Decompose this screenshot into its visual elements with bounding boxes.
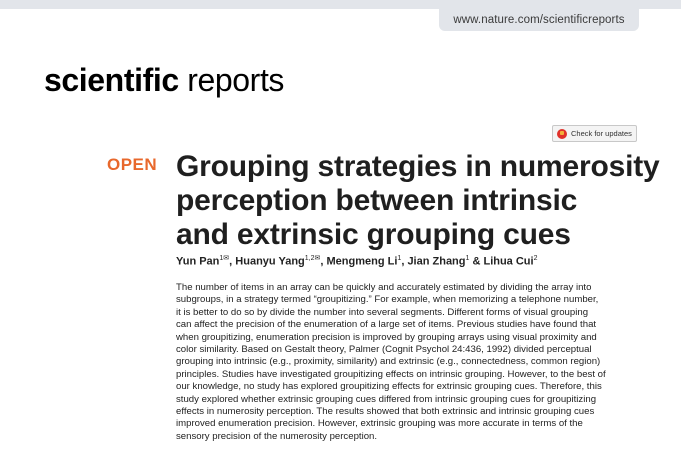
abstract-line: grouping into intrinsic (e.g., proximity, similarity) and extrinsic (e.g., connectedness, common region) bbox=[176, 356, 601, 368]
author-name[interactable]: Yun Pan bbox=[176, 255, 220, 268]
check-for-updates-button[interactable] bbox=[552, 125, 637, 142]
author-name[interactable]: Jian Zhang bbox=[407, 255, 466, 268]
journal-url[interactable]: www.nature.com/scientificreports bbox=[439, 9, 639, 31]
abstract-line: effects in numerosity perception. The results showed that both extrinsic and intrinsic grouping cues bbox=[176, 406, 595, 418]
title-line: Grouping strategies in numerosity bbox=[176, 150, 660, 183]
abstract-line: when groupitizing, enumeration precision is improved by grouping arrays using visual proximity and bbox=[176, 331, 597, 343]
journal-name-bold: scientific bbox=[44, 62, 179, 98]
abstract-line: our knowledge, no study has explored groupitizing effects for extrinsic grouping cues. Therefore, this bbox=[176, 381, 602, 393]
journal-name-light: reports bbox=[187, 62, 285, 98]
abstract-line: can affect the precision of the enumeration of a large set of items. Previous studies have found that bbox=[176, 319, 597, 331]
abstract-line: principles. Studies have investigated groupitizing effects on intrinsic grouping. However, to the best of bbox=[176, 368, 606, 380]
author-separator: & bbox=[469, 255, 484, 268]
open-access-label: OPEN bbox=[107, 155, 158, 174]
author-list bbox=[176, 254, 537, 268]
abstract-line: it is better to do so by divide the number into several segments. Different forms of visual grouping bbox=[176, 306, 589, 318]
author-affiliation: 1 bbox=[465, 255, 470, 262]
abstract bbox=[176, 282, 646, 443]
abstract-line: color similarity. Based on Gestalt theory, Palmer (Cognit Psychol 24:436, 1992) divided perceptual bbox=[176, 344, 592, 356]
author-affiliation: 1✉ bbox=[219, 255, 230, 262]
author-affiliation: 1 bbox=[397, 255, 402, 262]
author-affiliation: 2 bbox=[533, 255, 538, 262]
author-name[interactable]: Mengmeng Li bbox=[326, 255, 398, 268]
journal-logo[interactable] bbox=[44, 62, 284, 98]
abstract-line: improved enumeration precision. However, extrinsic grouping was more accurate in terms of the bbox=[176, 418, 583, 430]
author-separator: , bbox=[229, 255, 236, 268]
abstract-line: The number of items in an array can be quickly and accurately estimated by dividing the array into bbox=[176, 282, 592, 293]
author-name[interactable]: Huanyu Yang bbox=[235, 255, 305, 268]
author-affiliation: 1,2✉ bbox=[304, 255, 321, 262]
title-line: and extrinsic grouping cues bbox=[176, 218, 571, 251]
title-line: perception between intrinsic bbox=[176, 184, 578, 217]
crossmark-icon bbox=[557, 129, 567, 139]
check-for-updates-label: Check for updates bbox=[571, 129, 632, 138]
abstract-line: subgroups, in a strategy termed “groupitizing.” For example, when memorizing a telephone number, bbox=[176, 294, 599, 306]
abstract-line: study explored whether extrinsic grouping cues differed from intrinsic grouping cues for groupitizing bbox=[176, 393, 597, 405]
article-title bbox=[176, 150, 660, 252]
top-bar bbox=[0, 0, 681, 9]
author-name[interactable]: Lihua Cui bbox=[483, 255, 534, 268]
author-separator: , bbox=[401, 255, 408, 268]
author-separator: , bbox=[320, 255, 327, 268]
abstract-line: sensory precision of the numerosity perception. bbox=[176, 430, 378, 442]
